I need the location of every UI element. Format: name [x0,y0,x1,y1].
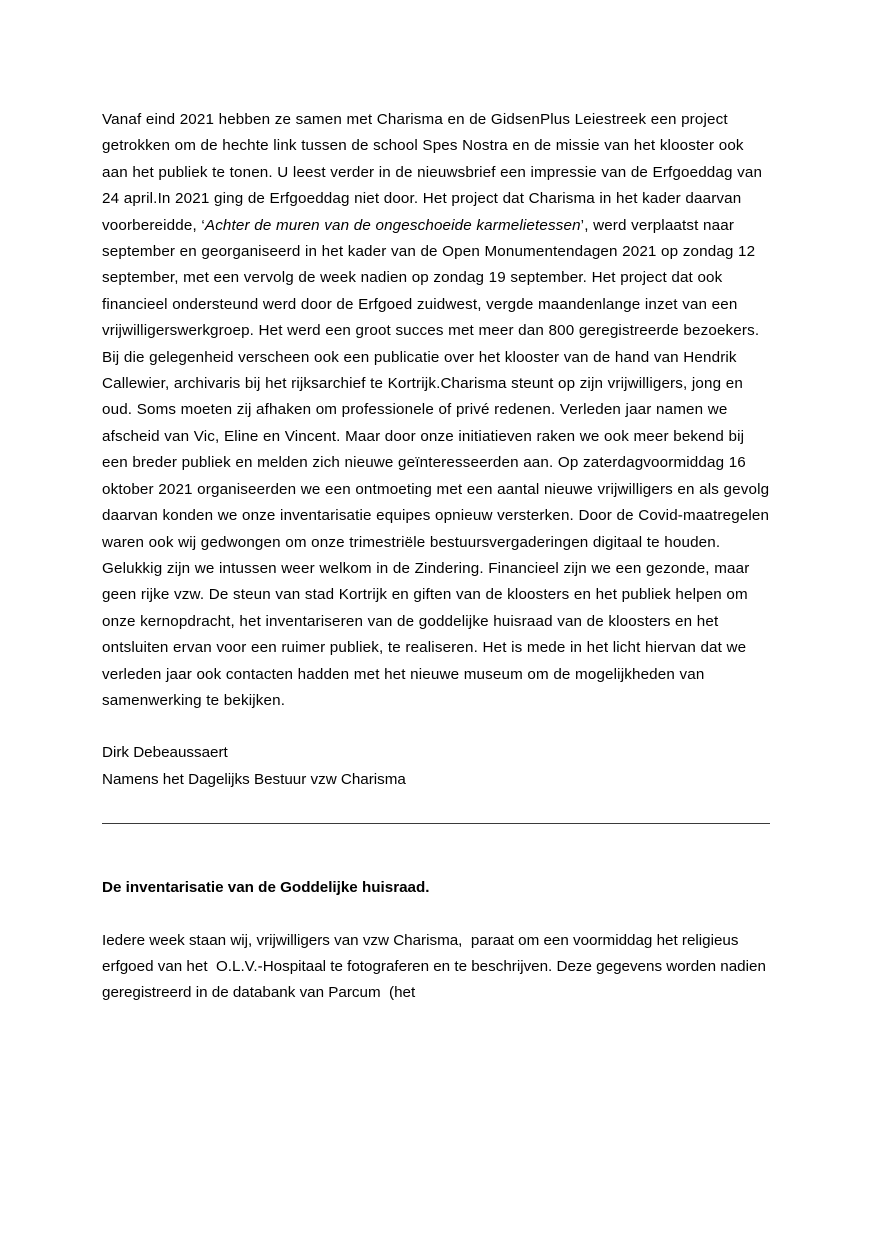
divider-wrapper [102,793,770,824]
section-heading: De inventarisatie van de Goddelijke huisraad. [102,879,430,897]
paragraph-volunteers: Charisma steunt op zijn vrijwilligers, jong en oud. Soms moeten zij afhaken om professionele of privé redenen. Verleden jaar namen we afscheid van Vic, Eline en Vincent. Maar door onze initiatieven raken we ook meer bekend bij een breder publiek en melden zich nieuwe geïnteresseerden aan. Op zaterdagvoormiddag 16 oktober 2021 organiseerden we een ontmoeting met een aantal nieuwe vrijwilligers en als gevolg daarvan konden we onze inventarisatie equipes opnieuw versterken. Door de Covid-maatregelen waren ook wij gedwongen om onze trimestriële bestuursvergaderingen digitaal te houden. Gelukkig zijn we intussen weer welkom in de Zindering. Financieel zijn we een gezonde, maar geen rijke vzw. De steun van stad Kortrijk en giften van de kloosters en het publiek helpen om onze kernopdracht, het inventariseren van de goddelijke huisraad van de kloosters en het ontsluiten ervan voor een ruimer publiek, te realiseren. Het is mede in het licht hiervan dat we verleden jaar ook contacten hadden met het nieuwe museum om de mogelijkheden van samenwerking te bekijken. [102,375,774,709]
paragraph-erfgoeddag-rest: ’, werd verplaatst naar september en georganiseerd in het kader van de Open Monumentendagen 2021 op zondag 12 september, met een vervolg de week nadien op zondag 19 september. Het project dat ook financieel ondersteund werd door de Erfgoed zuidwest, vergde maandenlange inzet van een vrijwilligerswerkgroep. Het werd een groot succes met meer dan 800 geregistreerde bezoekers. Bij die gelegenheid verscheen ook een publicatie over het klooster van de hand van Hendrik Callewier, archivaris bij het rijksarchief te Kortrijk. [102,216,764,393]
project-title-italic: Achter de muren van de ongeschoeide karmelietessen [204,216,581,234]
paragraph-intro: Vanaf eind 2021 hebben ze samen met Charisma en de GidsenPlus Leiestreek een project getrokken om de hechte link tussen de school Spes Nostra en de missie van het klooster ook aan het publiek te tonen. U leest verder in de nieuwsbrief een impressie van de Erfgoeddag van 24 april. [102,111,767,208]
signature-name: Dirk Debeaussaert [102,744,228,762]
section-body: Iedere week staan wij, vrijwilligers van vzw Charisma, paraat om een voormiddag het religieus erfgoed van het O.L.V.-Hospitaal te fotograferen en te beschrijven. Deze gegevens worden nadien geregistreerd in de databank van Parcum (het [102,931,771,1002]
letter-body [102,107,774,714]
document-content [102,107,774,1007]
signature-block [102,714,770,793]
paragraph-erfgoeddag-lead: In 2021 ging de Erfgoeddag niet door. Het project dat Charisma in het kader daarvan voorbereidde, ‘ [102,190,746,234]
signature-role: Namens het Dagelijks Bestuur vzw Charisma [102,770,406,788]
